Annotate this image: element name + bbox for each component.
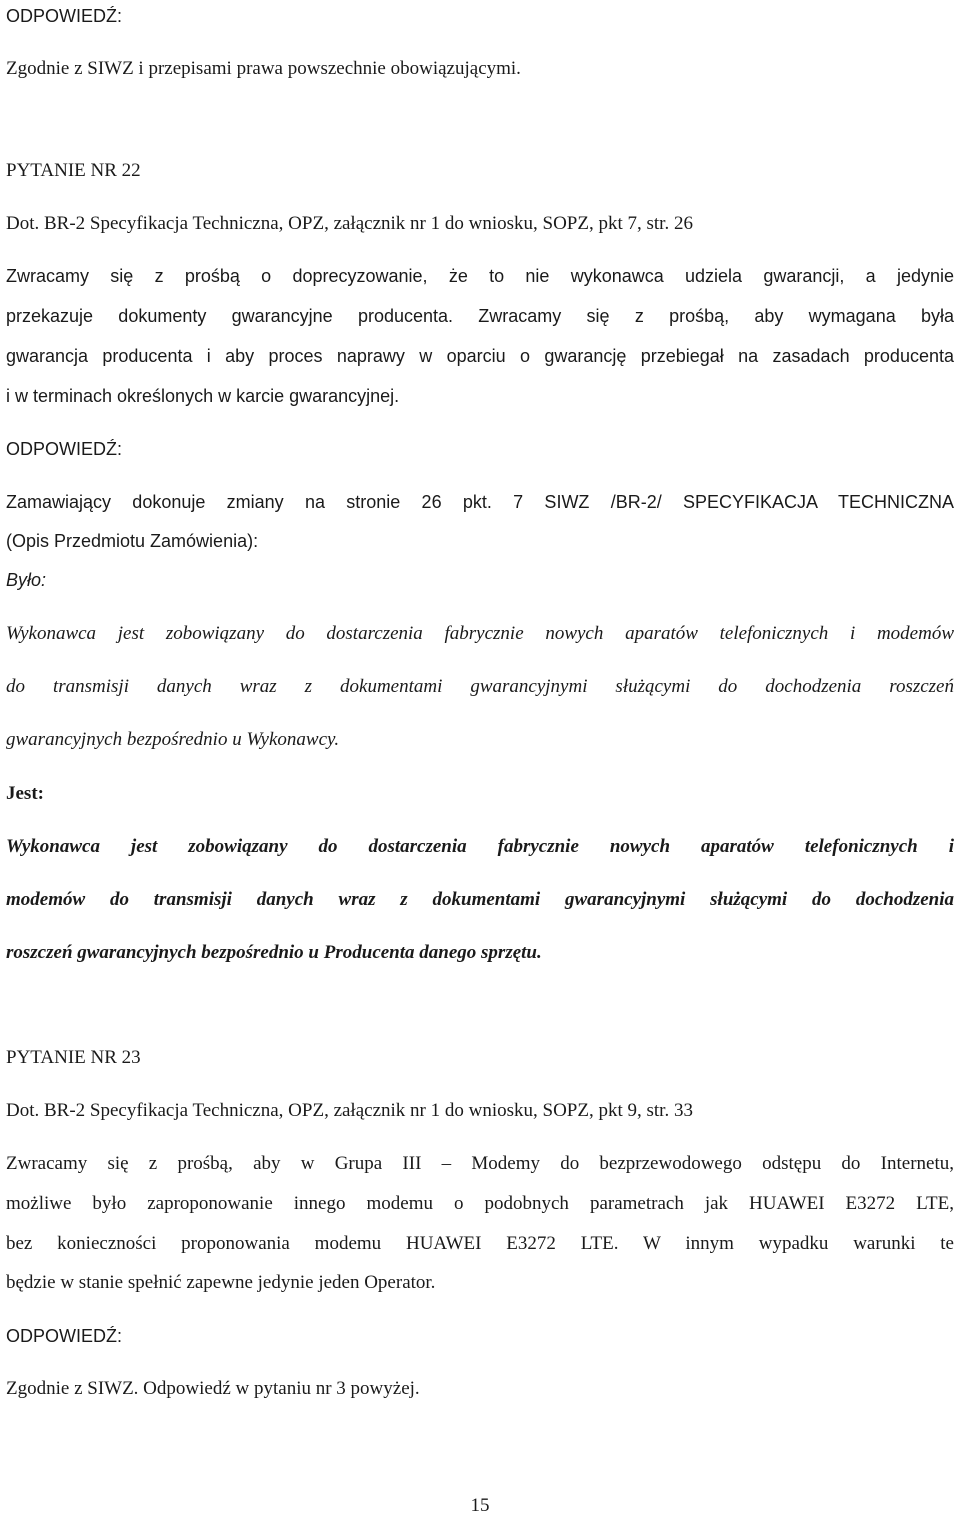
jest-line: Wykonawca jest zobowiązany do dostarczenia fabrycznie nowych aparatów telefonicznych i	[6, 836, 954, 857]
question-reference: Dot. BR-2 Specyfikacja Techniczna, OPZ, załącznik nr 1 do wniosku, SOPZ, pkt 7, str. 26	[6, 213, 693, 234]
jest-line: roszczeń gwarancyjnych bezpośrednio u Producenta danego sprzętu.	[6, 942, 542, 963]
jest-line: modemów do transmisji danych wraz z dokumentami gwarancyjnymi służącymi do dochodzenia	[6, 889, 954, 910]
question-line: możliwe było zaproponowanie innego modemu o podobnych parametrach jak HUAWEI E3272 LTE,	[6, 1193, 954, 1214]
question-line: gwarancja producenta i aby proces naprawy w oparciu o gwarancję przebiegał na zasadach producenta	[6, 346, 954, 366]
answer-text: Zgodnie z SIWZ i przepisami prawa powszechnie obowiązującymi.	[6, 58, 521, 79]
bylo-label: Było:	[6, 570, 47, 590]
question-heading: PYTANIE NR 22	[6, 160, 141, 181]
bylo-line: gwarancyjnych bezpośrednio u Wykonawcy.	[6, 729, 340, 750]
bylo-line: do transmisji danych wraz z dokumentami gwarancyjnymi służącymi do dochodzenia roszczeń	[6, 676, 954, 697]
answer-label: ODPOWIEDŹ:	[6, 439, 122, 459]
question-heading: PYTANIE NR 23	[6, 1047, 141, 1068]
answer-label: ODPOWIEDŹ:	[6, 1326, 122, 1346]
question-reference: Dot. BR-2 Specyfikacja Techniczna, OPZ, załącznik nr 1 do wniosku, SOPZ, pkt 9, str. 33	[6, 1100, 693, 1121]
question-line: bez konieczności proponowania modemu HUAWEI E3272 LTE. W innym wypadku warunki te	[6, 1233, 954, 1254]
question-line: i w terminach określonych w karcie gwarancyjnej.	[6, 386, 400, 406]
page-number: 15	[470, 1495, 490, 1516]
question-line: Zwracamy się z prośbą, aby w Grupa III – Modemy do bezprzewodowego odstępu do Internetu,	[6, 1153, 954, 1174]
question-line: Zwracamy się z prośbą o doprecyzowanie, że to nie wykonawca udziela gwarancji, a jedynie	[6, 266, 954, 286]
answer-line: (Opis Przedmiotu Zamówienia):	[6, 531, 259, 551]
jest-label: Jest:	[6, 783, 44, 804]
answer-label: ODPOWIEDŹ:	[6, 6, 122, 26]
answer-line: Zamawiający dokonuje zmiany na stronie 26 pkt. 7 SIWZ /BR-2/ SPECYFIKACJA TECHNICZNA	[6, 492, 954, 512]
question-line: będzie w stanie spełnić zapewne jedynie jeden Operator.	[6, 1272, 436, 1293]
bylo-line: Wykonawca jest zobowiązany do dostarczenia fabrycznie nowych aparatów telefonicznych i modemów	[6, 623, 954, 644]
answer-text: Zgodnie z SIWZ. Odpowiedź w pytaniu nr 3 powyżej.	[6, 1378, 420, 1399]
question-line: przekazuje dokumenty gwarancyjne producenta. Zwracamy się z prośbą, aby wymagana była	[6, 306, 954, 326]
